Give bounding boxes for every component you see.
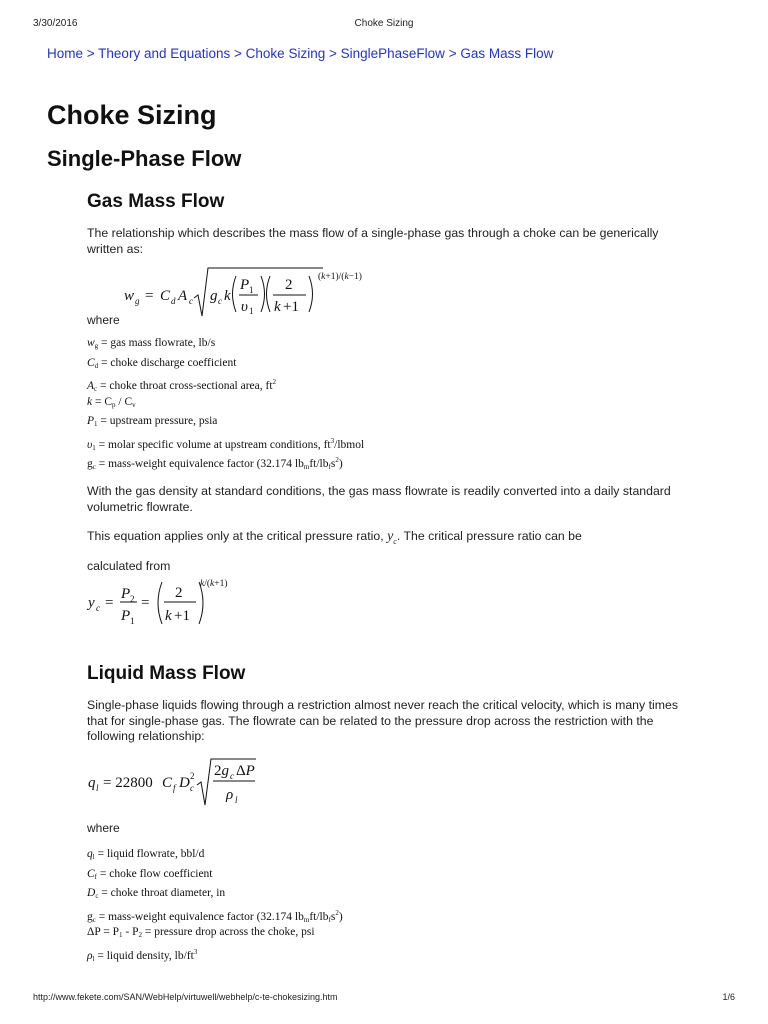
- breadcrumb-separator: >: [448, 46, 461, 61]
- print-date: 3/30/2016: [33, 18, 78, 29]
- breadcrumb-gas-mass-flow[interactable]: Gas Mass Flow: [460, 46, 554, 61]
- svg-text:P: P: [121, 586, 131, 602]
- breadcrumb-home[interactable]: Home: [47, 46, 84, 61]
- svg-text:2: 2: [285, 277, 293, 293]
- svg-text:2g: 2g: [214, 763, 229, 779]
- def-liquid-density: $\rho_l$ = liquid density, $lb/ft^3$: [87, 947, 198, 963]
- def-throat-area: $A_c$ = choke throat cross-sectional area, $ft^2$: [87, 378, 277, 393]
- gas-definitions: [87, 334, 364, 471]
- breadcrumb-separator: >: [328, 46, 341, 61]
- breadcrumb: [47, 46, 553, 61]
- svg-text:1: 1: [130, 616, 135, 626]
- svg-text:ρ: ρ: [226, 787, 234, 803]
- svg-text:q: q: [88, 775, 96, 791]
- svg-text:l: l: [96, 783, 99, 793]
- svg-text:k: k: [224, 288, 231, 304]
- svg-text:2: 2: [190, 771, 195, 781]
- liquid-heading: Liquid Mass Flow: [87, 663, 246, 684]
- svg-text:P: P: [240, 277, 250, 293]
- svg-text:f: f: [173, 783, 176, 793]
- section-title: Single-Phase Flow: [47, 146, 242, 171]
- svg-text:w: w: [124, 288, 135, 304]
- svg-text:= 22800: = 22800: [103, 775, 153, 791]
- breadcrumb-theory[interactable]: Theory and Equations: [98, 46, 231, 61]
- gas-mass-flow-equation: [118, 262, 378, 322]
- def-gc-factor-liquid: $g_c$ = mass-weight equivalence factor (32.174 $lb_mft/lb_fs^2$): [87, 908, 343, 924]
- svg-text:ΔP: ΔP: [236, 763, 255, 779]
- svg-text:=: =: [145, 288, 154, 304]
- svg-text:g: g: [210, 288, 218, 304]
- svg-text:1: 1: [249, 285, 254, 295]
- svg-text:+1: +1: [283, 299, 299, 315]
- page-title: Choke Sizing: [47, 100, 217, 130]
- page-number: 1/6: [722, 992, 735, 1002]
- svg-text:=: =: [141, 595, 150, 611]
- breadcrumb-separator: >: [234, 46, 246, 61]
- svg-text:l: l: [235, 795, 238, 805]
- def-discharge-coefficient: $C_d$ = choke discharge coefficient: [87, 356, 237, 370]
- liquid-intro: Single-phase liquids flowing through a restriction almost never reach the critical velocity, which is many times that for single-phase gas. The flowrate can be related to the pressure drop across the restriction with the following relationship:: [87, 698, 678, 743]
- liquid-definitions: [87, 845, 343, 962]
- print-title: Choke Sizing: [354, 18, 414, 29]
- def-upstream-pressure: $P_1$ = upstream pressure, psia: [87, 415, 218, 428]
- svg-text:k: k: [165, 608, 172, 624]
- gas-intro: The relationship which describes the mass flow of a single-phase gas through a choke can be generically written as:: [87, 226, 659, 256]
- print-url: http://www.fekete.com/SAN/WebHelp/virtuwell/webhelp/c-te-chokesizing.htm: [33, 992, 338, 1002]
- svg-text:C: C: [160, 288, 171, 304]
- def-flow-coefficient: $C_f$ = choke flow coefficient: [87, 867, 213, 881]
- def-gc-factor: $g_c$ = mass-weight equivalence factor (32.174 $lb_mft/lb_fs^2$): [87, 456, 343, 471]
- svg-text:D: D: [179, 775, 190, 791]
- def-throat-diameter: $D_c$ = choke throat diameter, in: [87, 887, 226, 900]
- breadcrumb-separator: >: [86, 46, 99, 61]
- def-pressure-drop: $\Delta P = P_1 - P_2$ = pressure drop across the choke, psi: [87, 926, 315, 939]
- svg-text:c: c: [189, 296, 193, 306]
- gas-density-note: With the gas density at standard conditions, the gas mass flowrate is readily converted into a daily standard volumetric flowrate.: [87, 484, 671, 514]
- gas-where: where: [87, 313, 120, 327]
- svg-text:+1: +1: [174, 608, 190, 624]
- svg-text:k: k: [274, 299, 281, 315]
- svg-text:d: d: [171, 296, 176, 306]
- svg-text:c: c: [218, 296, 222, 306]
- liquid-flow-equation: [86, 755, 286, 809]
- svg-text:C: C: [162, 775, 173, 791]
- def-molar-volume: $\upsilon_1$ = molar specific volume at upstream conditions, $ft^3$/lbmol: [87, 436, 365, 452]
- svg-text:P: P: [121, 608, 131, 624]
- liquid-where: where: [87, 821, 120, 835]
- def-liquid-flowrate: $q_l$ = liquid flowrate, bbl/d: [87, 848, 205, 861]
- def-k-ratio: $k = C_p / C_v$: [87, 395, 136, 409]
- breadcrumb-single-phase[interactable]: SinglePhaseFlow: [340, 46, 445, 61]
- svg-text:2: 2: [130, 594, 135, 604]
- gas-heading: Gas Mass Flow: [87, 191, 225, 212]
- breadcrumb-choke-sizing[interactable]: Choke Sizing: [245, 46, 326, 61]
- svg-text:y: y: [88, 595, 95, 611]
- svg-text:c: c: [190, 783, 194, 793]
- svg-text:1: 1: [249, 306, 254, 316]
- svg-text:c: c: [96, 603, 100, 613]
- svg-text:2: 2: [175, 585, 183, 601]
- svg-text:k/(k+1): k/(k+1): [200, 579, 228, 589]
- svg-text:A: A: [178, 288, 188, 304]
- svg-text:υ: υ: [241, 299, 248, 315]
- critical-ratio-equation: [86, 574, 256, 630]
- svg-text:g: g: [135, 296, 140, 306]
- svg-text:(k+1)/(k−1): (k+1)/(k−1): [318, 272, 362, 282]
- svg-text:c: c: [230, 771, 234, 781]
- svg-text:=: =: [105, 595, 114, 611]
- critical-ratio-note: This equation applies only at the critical pressure ratio, $y_c$. The critical pressure ratio can be calculated from: [87, 529, 582, 573]
- def-gas-flowrate: $w_g$ = gas mass flowrate, lb/s: [87, 337, 216, 350]
